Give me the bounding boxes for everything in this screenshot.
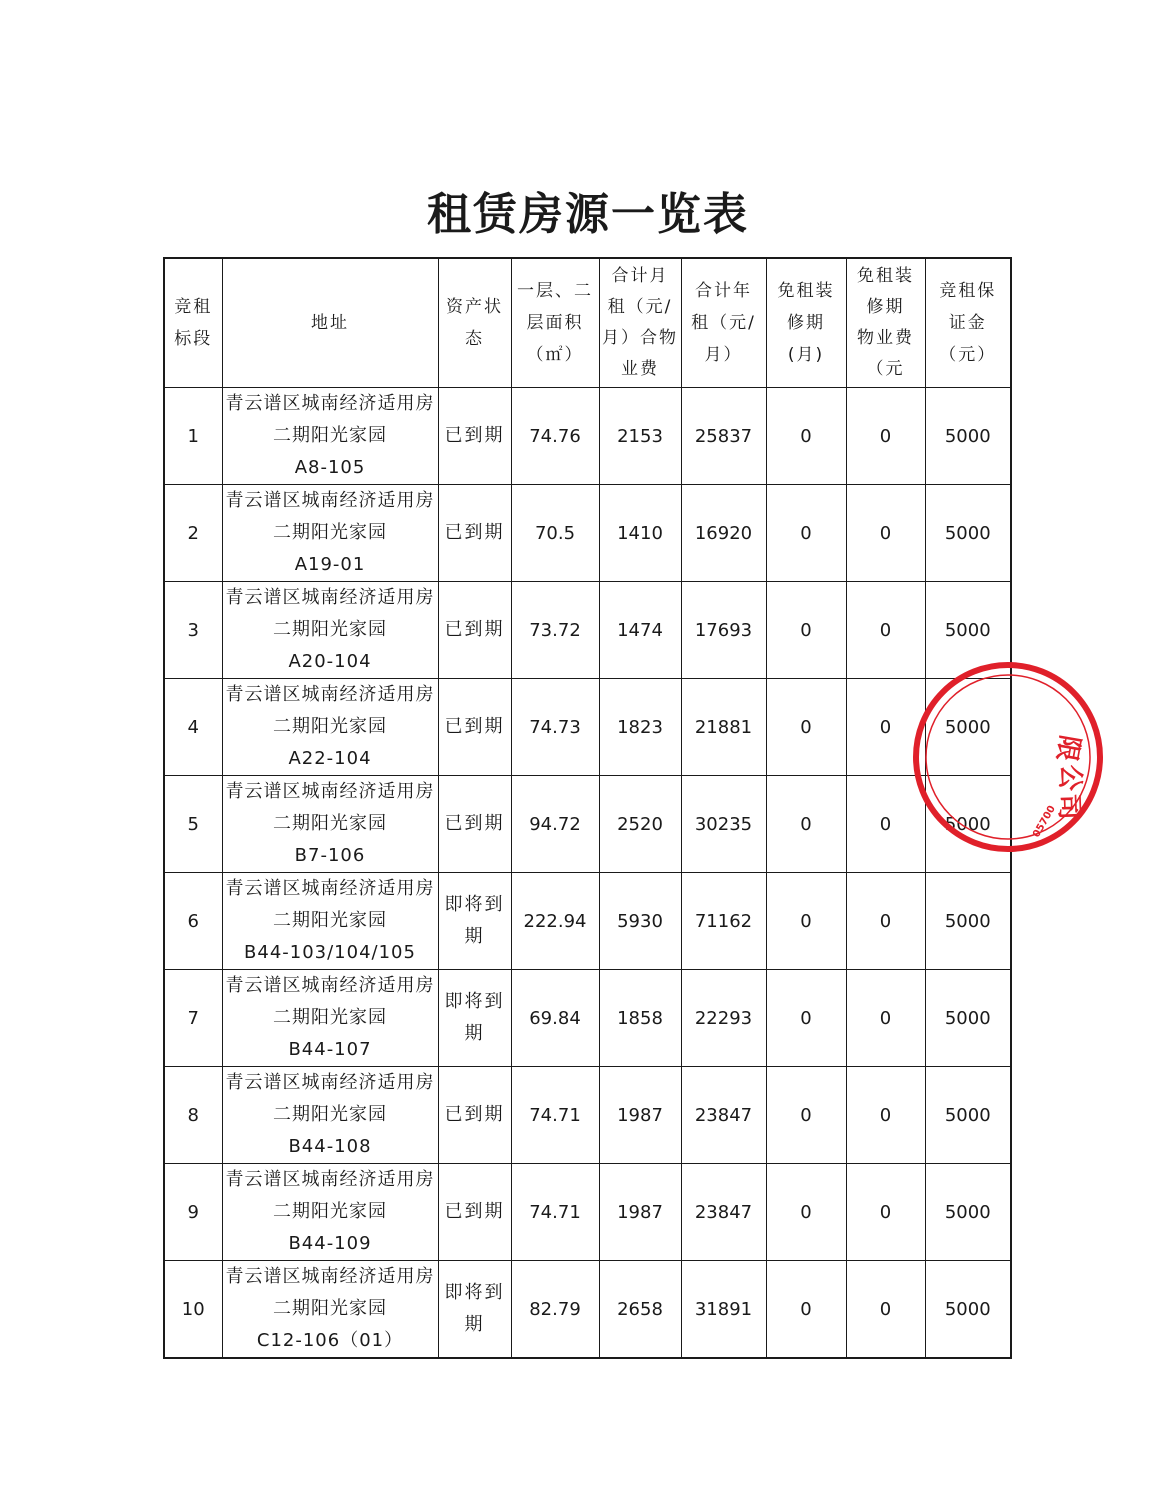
cell-monthly-rent: 2153	[599, 388, 681, 485]
cell-annual-rent: 16920	[681, 485, 766, 582]
address-line: 二期阳光家园	[273, 619, 387, 640]
cell-free-months: 0	[766, 873, 846, 970]
address-line: B44-107	[288, 1039, 372, 1060]
cell-deposit: 5000	[925, 485, 1011, 582]
address-line: 青云谱区城南经济适用房	[225, 587, 435, 608]
header-monthly-rent: 合计月 租（元/ 月）合物 业费	[599, 258, 681, 388]
cell-area: 74.71	[511, 1067, 599, 1164]
address-line: 青云谱区城南经济适用房	[225, 975, 435, 996]
cell-asset-status: 已到期	[438, 679, 511, 776]
cell-annual-rent: 23847	[681, 1067, 766, 1164]
cell-asset-status: 即将到 期	[438, 970, 511, 1067]
cell-bid-section: 6	[164, 873, 222, 970]
rental-table	[163, 257, 1012, 1359]
cell-area: 74.73	[511, 679, 599, 776]
cell-monthly-rent: 1410	[599, 485, 681, 582]
address-line: A20-104	[288, 651, 372, 672]
cell-bid-section: 1	[164, 388, 222, 485]
cell-annual-rent: 23847	[681, 1164, 766, 1261]
address-line: 二期阳光家园	[273, 716, 387, 737]
cell-deposit: 5000	[925, 970, 1011, 1067]
header-address: 地址	[222, 258, 438, 388]
cell-asset-status: 已到期	[438, 485, 511, 582]
cell-free-months: 0	[766, 1261, 846, 1359]
cell-monthly-rent: 2520	[599, 776, 681, 873]
cell-deposit: 5000	[925, 1164, 1011, 1261]
cell-free-months: 0	[766, 970, 846, 1067]
address-line: 青云谱区城南经济适用房	[225, 781, 435, 802]
cell-annual-rent: 31891	[681, 1261, 766, 1359]
cell-area: 74.76	[511, 388, 599, 485]
header-annual-rent: 合计年 租（元/ 月）	[681, 258, 766, 388]
cell-address	[222, 388, 438, 485]
cell-bid-section: 7	[164, 970, 222, 1067]
cell-annual-rent: 25837	[681, 388, 766, 485]
header-bid-section: 竞租 标段	[164, 258, 222, 388]
address-line: 二期阳光家园	[273, 813, 387, 834]
cell-address	[222, 1261, 438, 1359]
cell-monthly-rent: 5930	[599, 873, 681, 970]
cell-asset-status: 已到期	[438, 582, 511, 679]
cell-annual-rent: 21881	[681, 679, 766, 776]
cell-asset-status: 已到期	[438, 776, 511, 873]
cell-bid-section: 5	[164, 776, 222, 873]
company-seal	[1008, 652, 1086, 862]
cell-address	[222, 1067, 438, 1164]
cell-asset-status: 已到期	[438, 1164, 511, 1261]
cell-monthly-rent: 1474	[599, 582, 681, 679]
cell-area: 70.5	[511, 485, 599, 582]
table-row	[164, 485, 1011, 582]
header-free-months: 免租装 修期 (月)	[766, 258, 846, 388]
cell-free-fee: 0	[846, 679, 925, 776]
cell-bid-section: 10	[164, 1261, 222, 1359]
address-line: A22-104	[288, 748, 372, 769]
header-row	[164, 258, 1011, 388]
cell-deposit: 5000	[925, 679, 1011, 776]
header-asset-status: 资产状 态	[438, 258, 511, 388]
cell-deposit: 5000	[925, 873, 1011, 970]
cell-annual-rent: 22293	[681, 970, 766, 1067]
cell-area: 222.94	[511, 873, 599, 970]
cell-area: 74.71	[511, 1164, 599, 1261]
address-line: 青云谱区城南经济适用房	[225, 393, 435, 414]
cell-free-months: 0	[766, 1164, 846, 1261]
table-row	[164, 582, 1011, 679]
page-title: 租赁房源一览表	[427, 189, 749, 240]
cell-monthly-rent: 1823	[599, 679, 681, 776]
address-line: B44-109	[288, 1233, 372, 1254]
address-line: 二期阳光家园	[273, 522, 387, 543]
cell-free-fee: 0	[846, 1164, 925, 1261]
cell-free-months: 0	[766, 776, 846, 873]
cell-free-months: 0	[766, 679, 846, 776]
header-free-fee: 免租装 修期 物业费 （元	[846, 258, 925, 388]
cell-annual-rent: 71162	[681, 873, 766, 970]
svg-text:05700: 05700	[1031, 803, 1058, 840]
address-line: 青云谱区城南经济适用房	[225, 878, 435, 899]
cell-asset-status: 即将到 期	[438, 873, 511, 970]
address-line: A8-105	[294, 457, 366, 478]
cell-address	[222, 970, 438, 1067]
address-line: C12-106（01）	[256, 1330, 404, 1351]
cell-address	[222, 776, 438, 873]
cell-area: 69.84	[511, 970, 599, 1067]
table-row	[164, 970, 1011, 1067]
cell-asset-status: 已到期	[438, 388, 511, 485]
cell-monthly-rent: 1987	[599, 1164, 681, 1261]
cell-free-fee: 0	[846, 485, 925, 582]
table-row	[164, 873, 1011, 970]
cell-free-fee: 0	[846, 1067, 925, 1164]
header-deposit: 竞租保 证金 （元）	[925, 258, 1011, 388]
cell-bid-section: 2	[164, 485, 222, 582]
cell-deposit: 5000	[925, 776, 1011, 873]
cell-address	[222, 873, 438, 970]
cell-free-fee: 0	[846, 1261, 925, 1359]
address-line: B7-106	[294, 845, 366, 866]
address-line: B44-103/104/105	[244, 942, 416, 963]
cell-free-months: 0	[766, 1067, 846, 1164]
address-line: 青云谱区城南经济适用房	[225, 1072, 435, 1093]
cell-free-months: 0	[766, 388, 846, 485]
cell-asset-status: 即将到 期	[438, 1261, 511, 1359]
cell-bid-section: 9	[164, 1164, 222, 1261]
address-line: 青云谱区城南经济适用房	[225, 684, 435, 705]
cell-address	[222, 679, 438, 776]
cell-free-fee: 0	[846, 970, 925, 1067]
cell-address	[222, 1164, 438, 1261]
cell-free-months: 0	[766, 485, 846, 582]
cell-address	[222, 582, 438, 679]
address-line: 二期阳光家园	[273, 1298, 387, 1319]
cell-monthly-rent: 1987	[599, 1067, 681, 1164]
cell-bid-section: 8	[164, 1067, 222, 1164]
address-line: A19-01	[294, 554, 366, 575]
table-row	[164, 679, 1011, 776]
table-row	[164, 776, 1011, 873]
table-row	[164, 388, 1011, 485]
cell-bid-section: 3	[164, 582, 222, 679]
address-line: 二期阳光家园	[273, 910, 387, 931]
address-line: 青云谱区城南经济适用房	[225, 490, 435, 511]
cell-deposit: 5000	[925, 388, 1011, 485]
cell-annual-rent: 17693	[681, 582, 766, 679]
cell-area: 82.79	[511, 1261, 599, 1359]
address-line: 青云谱区城南经济适用房	[225, 1266, 435, 1287]
address-line: 二期阳光家园	[273, 425, 387, 446]
cell-monthly-rent: 1858	[599, 970, 681, 1067]
cell-area: 94.72	[511, 776, 599, 873]
address-line: 二期阳光家园	[273, 1201, 387, 1222]
cell-annual-rent: 30235	[681, 776, 766, 873]
table-row	[164, 1261, 1011, 1359]
cell-free-months: 0	[766, 582, 846, 679]
cell-monthly-rent: 2658	[599, 1261, 681, 1359]
cell-deposit: 5000	[925, 582, 1011, 679]
svg-text:司: 司	[1053, 793, 1084, 821]
cell-bid-section: 4	[164, 679, 222, 776]
address-line: 青云谱区城南经济适用房	[225, 1169, 435, 1190]
cell-address	[222, 485, 438, 582]
cell-free-fee: 0	[846, 873, 925, 970]
address-line: 二期阳光家园	[273, 1007, 387, 1028]
table-row	[164, 1067, 1011, 1164]
svg-text:限: 限	[1050, 732, 1085, 764]
cell-deposit: 5000	[925, 1261, 1011, 1359]
cell-area: 73.72	[511, 582, 599, 679]
cell-free-fee: 0	[846, 388, 925, 485]
table-row	[164, 1164, 1011, 1261]
address-line: 二期阳光家园	[273, 1104, 387, 1125]
svg-text:公: 公	[1053, 763, 1086, 792]
cell-free-fee: 0	[846, 776, 925, 873]
cell-free-fee: 0	[846, 582, 925, 679]
header-area: 一层、二 层面积 （㎡）	[511, 258, 599, 388]
cell-deposit: 5000	[925, 1067, 1011, 1164]
address-line: B44-108	[288, 1136, 372, 1157]
cell-asset-status: 已到期	[438, 1067, 511, 1164]
